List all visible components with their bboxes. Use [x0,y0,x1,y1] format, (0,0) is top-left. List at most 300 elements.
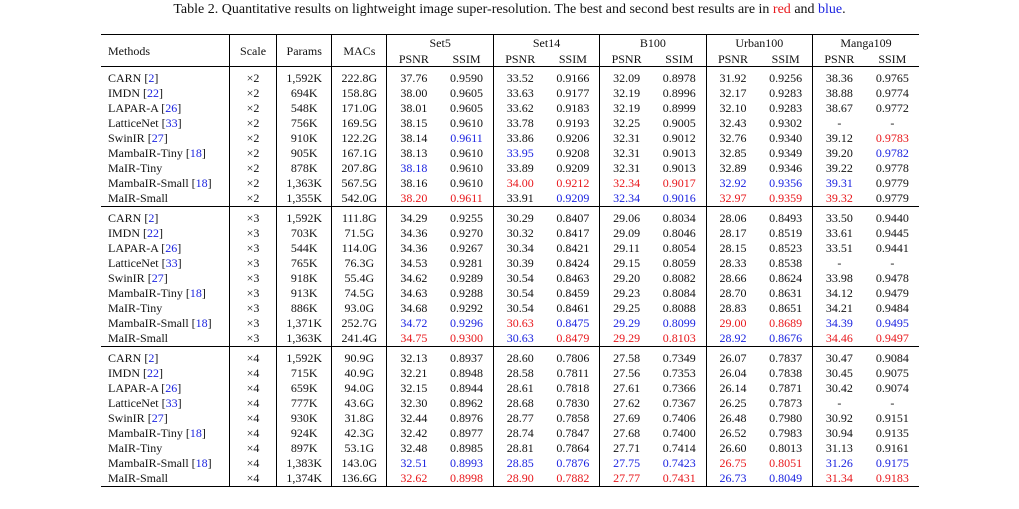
ssim-value: 0.9013 [662,160,696,175]
psnr-value: 26.60 [706,440,759,455]
scale-cell: ×4 [229,365,276,380]
ssim-value: 0.8059 [662,255,696,270]
psnr-value: 34.53 [387,255,440,270]
psnr-value: 30.45 [813,365,866,380]
psnr-value: 38.00 [387,85,440,100]
ssim-value: 0.8421 [556,240,590,255]
method-name: LatticeNet [108,395,159,410]
psnr-value: 28.58 [493,365,546,380]
method-cell: MambaIR-Tiny [18] [108,145,206,160]
psnr-value: 32.09 [600,67,653,86]
psnr-value: 28.77 [493,410,546,425]
psnr-value: 34.21 [813,300,866,315]
header-dataset-urban100: Urban100 [706,35,812,52]
method-cell [101,330,229,347]
psnr-value: 26.07 [706,347,759,366]
citation-link[interactable]: 18 [195,175,208,190]
method-cell: MambaIR-Tiny [18] [108,425,206,440]
method-name: SwinIR [108,130,145,145]
ssim-value: 0.8463 [556,270,590,285]
ssim-value: 0.9605 [450,100,484,115]
macs-cell: 169.5G [332,115,387,130]
psnr-value: 32.51 [387,455,440,470]
header-metric-psnr: PSNR [813,51,866,67]
params-cell: 886K [277,300,332,315]
header-dataset-b100: B100 [600,35,706,52]
ssim-value: 0.9267 [450,240,484,255]
method-cell: SwinIR [27] [108,270,168,285]
psnr-value: 28.17 [706,225,759,240]
params-cell: 1,355K [277,190,332,207]
psnr-value: 32.21 [387,365,440,380]
params-cell: 777K [277,395,332,410]
ssim-value: 0.8493 [769,210,803,225]
ssim-value: 0.9495 [875,315,909,330]
psnr-value: 29.23 [600,285,653,300]
macs-cell: 90.9G [332,347,387,366]
citation-link[interactable]: 18 [189,285,202,300]
citation-link[interactable]: 26 [165,380,178,395]
macs-cell: 241.4G [332,330,387,347]
method-cell: SwinIR [27] [108,410,168,425]
method-name: CARN [108,350,142,365]
table-row [101,225,919,240]
psnr-value: 38.20 [387,190,440,207]
header-metric-psnr: PSNR [387,51,440,67]
table-row [101,365,919,380]
ssim-value: 0.9440 [875,210,909,225]
ssim-value: 0.8993 [450,455,484,470]
psnr-value: 30.39 [493,255,546,270]
psnr-value: 33.86 [493,130,546,145]
scale-cell: ×2 [229,145,276,160]
method-cell [101,440,229,455]
method-cell: IMDN [22] [108,365,163,380]
psnr-value: 30.63 [493,330,546,347]
ssim-value: 0.8944 [450,380,484,395]
citation-link[interactable]: 27 [151,410,164,425]
scale-cell: ×2 [229,67,276,86]
table-row [101,347,919,366]
citation-link[interactable]: 2 [148,210,155,225]
macs-cell: 42.3G [332,425,387,440]
psnr-value: 32.13 [387,347,440,366]
ssim-value: 0.8937 [450,350,484,365]
ssim-value: 0.9774 [875,85,909,100]
method-cell: LAPAR-A [26] [108,380,182,395]
ssim-value: 0.9256 [769,70,803,85]
ssim-value: 0.8631 [769,285,803,300]
ssim-value: 0.9765 [875,70,909,85]
ssim-value: 0.9209 [556,160,590,175]
ssim-value: 0.9281 [450,255,484,270]
method-name: MaIR-Tiny [108,160,163,175]
psnr-value: 29.29 [600,330,653,347]
table-row [101,315,919,330]
ssim-value: - [890,395,895,410]
psnr-value: 32.10 [706,100,759,115]
psnr-value: 30.54 [493,300,546,315]
table-row [101,190,919,207]
header-metric-psnr: PSNR [706,51,759,67]
macs-cell: 222.8G [332,67,387,86]
ssim-value: 0.9359 [769,190,803,205]
table-row [101,455,919,470]
macs-cell: 74.5G [332,285,387,300]
ssim-value: 0.9255 [450,210,484,225]
ssim-value: 0.8479 [556,330,590,345]
caption-prefix: Table 2. Quantitative results on lightweight image super-resolution. The best and second best results are in [173,2,773,17]
table-row [101,270,919,285]
header-metric-ssim: SSIM [558,51,587,66]
citation-link[interactable]: 18 [195,455,208,470]
scale-cell: ×3 [229,330,276,347]
psnr-value: 34.63 [387,285,440,300]
psnr-value: 30.54 [493,285,546,300]
ssim-value: 0.9212 [556,175,590,190]
table-row [101,160,919,175]
macs-cell: 43.6G [332,395,387,410]
psnr-value: 27.62 [600,395,653,410]
ssim-value: 0.9445 [875,225,909,240]
ssim-value: 0.8676 [769,330,803,345]
psnr-value: 33.63 [493,85,546,100]
scale-cell: ×2 [229,85,276,100]
ssim-value: 0.9610 [450,160,484,175]
psnr-value: 32.92 [706,175,759,190]
method-name: LAPAR-A [108,240,159,255]
citation-link[interactable]: 18 [189,145,202,160]
psnr-value: 38.01 [387,100,440,115]
params-cell: 878K [277,160,332,175]
ssim-value: 0.7406 [662,410,696,425]
ssim-value: 0.8538 [769,255,803,270]
psnr-value: 38.67 [813,100,866,115]
psnr-value: 29.15 [600,255,653,270]
ssim-value: 0.8049 [769,470,803,485]
psnr-value: 28.83 [706,300,759,315]
psnr-value: 30.32 [493,225,546,240]
ssim-value: 0.9289 [450,270,484,285]
ssim-value: 0.8099 [662,315,696,330]
citation-link[interactable]: 26 [165,240,178,255]
scale-cell: ×4 [229,470,276,487]
header-dataset-manga109: Manga109 [813,35,920,52]
ssim-value: 0.7431 [662,470,696,485]
citation-link[interactable]: 2 [148,350,155,365]
psnr-value: 33.52 [493,67,546,86]
ssim-value: 0.7838 [769,365,803,380]
macs-cell: 71.5G [332,225,387,240]
params-cell: 1,374K [277,470,332,487]
header-metric-ssim: SSIM [665,51,694,66]
ssim-value: 0.9349 [769,145,803,160]
table-row [101,240,919,255]
ssim-value: 0.9783 [875,130,909,145]
caption-red-word: red [772,2,791,17]
header-params: Params [277,35,332,67]
scale-cell: ×3 [229,285,276,300]
scale-cell: ×2 [229,160,276,175]
ssim-value: 0.8948 [450,365,484,380]
ssim-value: 0.9611 [450,130,483,145]
psnr-value: 34.36 [387,225,440,240]
citation-link[interactable]: 2 [148,70,155,85]
citation-link[interactable]: 22 [147,85,159,100]
macs-cell: 207.8G [332,160,387,175]
table-row [101,130,919,145]
table-row [101,100,919,115]
psnr-value: 28.66 [706,270,759,285]
header-metric-ssim: SSIM [878,51,907,66]
ssim-value: 0.8054 [662,240,696,255]
ssim-value: 0.8051 [769,455,803,470]
psnr-value: 34.12 [813,285,866,300]
ssim-value: 0.9283 [769,100,803,115]
ssim-value: 0.7366 [662,380,696,395]
params-cell: 1,592K [277,207,332,226]
params-cell: 924K [277,425,332,440]
ssim-value: 0.7349 [662,350,696,365]
ssim-value: 0.9610 [450,145,484,160]
psnr-value: 27.68 [600,425,653,440]
ssim-value: 0.8407 [556,210,590,225]
scale-cell: ×4 [229,410,276,425]
table-row [101,115,919,130]
scale-cell: ×3 [229,225,276,240]
scale-cell: ×3 [229,315,276,330]
citation-link[interactable]: 33 [165,115,178,130]
citation-link[interactable]: 33 [165,395,178,410]
ssim-value: 0.7423 [662,455,696,470]
ssim-value: 0.7818 [556,380,590,395]
ssim-value: 0.9270 [450,225,484,240]
method-cell [101,470,229,487]
ssim-value: 0.9611 [450,190,483,205]
ssim-value: 0.7414 [662,440,696,455]
ssim-value: 0.8689 [769,315,803,330]
method-name: MaIR-Small [108,190,168,205]
psnr-value: 30.94 [813,425,866,440]
params-cell: 1,592K [277,67,332,86]
citation-link[interactable]: 33 [165,255,178,270]
params-cell: 1,363K [277,175,332,190]
psnr-value: 26.52 [706,425,759,440]
ssim-value: 0.9005 [662,115,696,130]
citation-link[interactable]: 27 [151,130,164,145]
psnr-value: 28.92 [706,330,759,347]
citation-link[interactable]: 18 [195,315,208,330]
psnr-value: 32.31 [600,130,653,145]
ssim-value: 0.8424 [556,255,590,270]
citation-link[interactable]: 22 [147,225,159,240]
method-cell: LAPAR-A [26] [108,240,182,255]
scale-cell: ×2 [229,115,276,130]
psnr-value: 26.75 [706,455,759,470]
psnr-value: 32.31 [600,145,653,160]
psnr-value: 33.98 [813,270,866,285]
ssim-value: 0.8651 [769,300,803,315]
psnr-value: 34.39 [813,315,866,330]
ssim-value: 0.7830 [556,395,590,410]
ssim-value: 0.9012 [662,130,696,145]
params-cell: 1,363K [277,330,332,347]
scale-cell: ×2 [229,100,276,115]
ssim-value: 0.8417 [556,225,590,240]
header-metric-psnr: PSNR [493,51,546,67]
ssim-value: 0.9175 [875,455,909,470]
method-cell: MambaIR-Tiny [18] [108,285,206,300]
table-row [101,440,919,455]
citation-link[interactable]: 22 [147,365,159,380]
ssim-value: 0.9497 [875,330,909,345]
ssim-value: 0.9151 [875,410,909,425]
ssim-value: 0.9356 [769,175,803,190]
scale-cell: ×2 [229,190,276,207]
ssim-value: 0.8082 [662,270,696,285]
method-name: MaIR-Small [108,470,168,485]
method-name: LAPAR-A [108,100,159,115]
psnr-value: 39.32 [813,190,866,207]
params-cell: 659K [277,380,332,395]
ssim-value: 0.9013 [662,145,696,160]
psnr-value: 33.78 [493,115,546,130]
method-name: CARN [108,210,142,225]
params-cell: 905K [277,145,332,160]
method-cell: MambaIR-Small [18] [108,175,212,190]
macs-cell: 158.8G [332,85,387,100]
psnr-value: 29.06 [600,207,653,226]
table-header [101,35,919,67]
params-cell: 930K [277,410,332,425]
method-name: LAPAR-A [108,380,159,395]
method-cell: CARN [2] [108,210,159,225]
method-cell: SwinIR [27] [108,130,168,145]
citation-link[interactable]: 27 [151,270,164,285]
ssim-value: 0.8978 [662,70,696,85]
psnr-value: 34.68 [387,300,440,315]
psnr-value: 31.34 [813,470,866,487]
psnr-value: 32.25 [600,115,653,130]
psnr-value: 29.11 [600,240,653,255]
citation-link[interactable]: 18 [189,425,202,440]
ssim-value: 0.9177 [556,85,590,100]
psnr-value: 28.33 [706,255,759,270]
psnr-value: 32.44 [387,410,440,425]
ssim-value: 0.9610 [450,115,484,130]
method-name: MaIR-Tiny [108,440,163,455]
psnr-value: 32.76 [706,130,759,145]
psnr-value: 38.14 [387,130,440,145]
psnr-value: 32.15 [387,380,440,395]
scale-cell: ×4 [229,425,276,440]
ssim-value: 0.7882 [556,470,590,485]
scale-cell: ×2 [229,130,276,145]
ssim-value: 0.8976 [450,410,484,425]
psnr-value: 32.30 [387,395,440,410]
psnr-value: 38.15 [387,115,440,130]
psnr-value: 32.31 [600,160,653,175]
params-cell: 1,592K [277,347,332,366]
ssim-value: 0.9075 [875,365,909,380]
ssim-value: 0.8962 [450,395,484,410]
psnr-value: 34.29 [387,207,440,226]
ssim-value: 0.9479 [875,285,909,300]
method-cell: MambaIR-Small [18] [108,455,212,470]
ssim-value: 0.9161 [875,440,909,455]
ssim-value: - [890,255,895,270]
table-row [101,85,919,100]
psnr-value: 32.19 [600,85,653,100]
results-table [101,34,919,487]
ssim-value: 0.7980 [769,410,803,425]
ssim-value: 0.8088 [662,300,696,315]
psnr-value: 29.00 [706,315,759,330]
psnr-value: 29.29 [600,315,653,330]
ssim-value: 0.9074 [875,380,909,395]
psnr-value: 32.43 [706,115,759,130]
ssim-value: 0.9288 [450,285,484,300]
ssim-value: 0.9183 [875,470,909,485]
ssim-value: 0.7806 [556,350,590,365]
psnr-value: 34.62 [387,270,440,285]
method-name: MambaIR-Tiny [108,145,183,160]
psnr-value: 29.25 [600,300,653,315]
psnr-value: 34.00 [493,175,546,190]
ssim-value: 0.8461 [556,300,590,315]
method-name: IMDN [108,225,140,240]
psnr-value: 27.56 [600,365,653,380]
ssim-value: 0.8985 [450,440,484,455]
scale-cell: ×3 [229,207,276,226]
psnr-value: 33.62 [493,100,546,115]
psnr-value: 33.95 [493,145,546,160]
table-row [101,207,919,226]
scale-cell: ×3 [229,255,276,270]
psnr-value: 30.29 [493,207,546,226]
scale-cell: ×3 [229,240,276,255]
psnr-value: 34.72 [387,315,440,330]
ssim-value: 0.7353 [662,365,696,380]
params-cell: 715K [277,365,332,380]
ssim-value: 0.7876 [556,455,590,470]
psnr-value: 28.15 [706,240,759,255]
method-name: LatticeNet [108,115,159,130]
psnr-value: 32.19 [600,100,653,115]
method-name: MambaIR-Tiny [108,285,183,300]
psnr-value: 26.25 [706,395,759,410]
params-cell: 918K [277,270,332,285]
header-metric-ssim: SSIM [771,51,800,66]
method-cell: IMDN [22] [108,85,163,100]
table-row [101,410,919,425]
macs-cell: 76.3G [332,255,387,270]
psnr-value: 28.60 [493,347,546,366]
macs-cell: 122.2G [332,130,387,145]
ssim-value: 0.7811 [556,365,590,380]
ssim-value: 0.7837 [769,350,803,365]
psnr-value: 38.13 [387,145,440,160]
citation-link[interactable]: 26 [165,100,178,115]
table-row [101,330,919,347]
params-cell: 756K [277,115,332,130]
macs-cell: 111.8G [332,207,387,226]
macs-cell: 136.6G [332,470,387,487]
params-cell: 544K [277,240,332,255]
psnr-value: 31.26 [813,455,866,470]
psnr-value: 33.91 [493,190,546,207]
header-dataset-set5: Set5 [387,35,493,52]
